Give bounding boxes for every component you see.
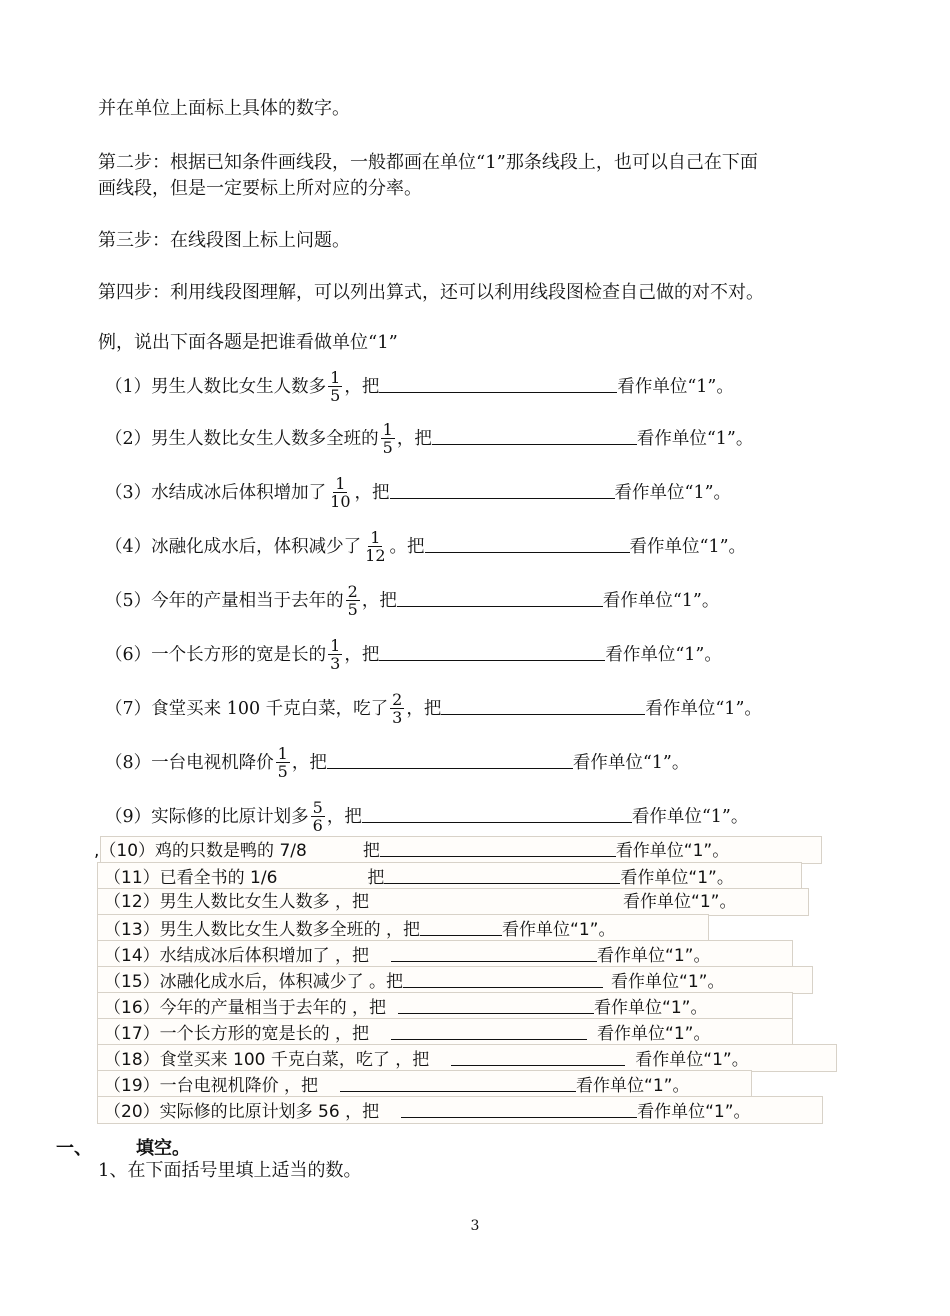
fraction: [328, 637, 342, 672]
denominator: 3: [330, 654, 341, 673]
item-label: （18）食堂买来 100 千克白菜，吃了 ，把: [104, 1050, 430, 1070]
item-label: （12）男生人数比女生人数多 ，把: [104, 892, 370, 912]
item-label: （15）冰融化成水后，体积减少了 。把: [104, 972, 404, 992]
item-label: （20）实际修的比原计划多 56 ，把: [104, 1102, 380, 1122]
numerator: 1: [370, 528, 381, 547]
item-tail: 看作单位“1”。: [602, 591, 720, 611]
boxed-item-17: [104, 1021, 710, 1045]
denominator: 10: [330, 492, 351, 511]
answer-blank[interactable]: [380, 838, 616, 857]
item-connector: ，把: [396, 429, 432, 449]
item-connector: 把: [367, 868, 385, 888]
item-tail: 看作单位“1”。: [637, 1102, 751, 1122]
example-item-7: [105, 692, 762, 727]
numerator: 2: [392, 690, 403, 709]
item-connector: ，把: [326, 807, 362, 827]
example-intro: 例，说出下面各题是把谁看做单位“1”: [98, 332, 398, 353]
item-tail: 看作单位“1”。: [605, 645, 722, 665]
numerator: 5: [312, 798, 323, 817]
section-number: 一、: [56, 1138, 92, 1159]
denominator: 3: [392, 708, 403, 727]
paragraph-step-two: 第二步：根据已知条件画线段，一般都画在单位“1”那条线段上，也可以自己在下面: [98, 152, 758, 173]
item-label: （1）男生人数比女生人数多: [105, 377, 327, 397]
paragraph-step-three: 第三步：在线段图上标上问题。: [98, 230, 350, 251]
item-connector: 。把: [389, 537, 425, 557]
item-label: （7）食堂买来 100 千克白菜，吃了: [105, 699, 389, 719]
item-prefix: ,: [94, 841, 100, 861]
answer-blank[interactable]: [397, 588, 603, 607]
item-tail: 看作单位“1”。: [597, 946, 711, 966]
fraction: [328, 475, 352, 510]
item-label: （3）水结成冰后体积增加了: [105, 483, 327, 503]
item-label: （14）水结成冰后体积增加了 ，把: [104, 946, 370, 966]
item-tail: 看作单位“1”。: [615, 841, 730, 861]
numerator: 1: [277, 744, 288, 763]
example-item-9: [105, 800, 748, 835]
boxed-item-10: [94, 838, 729, 862]
denominator: 6: [312, 816, 323, 835]
item-label: （13）男生人数比女生人数多全班的 ，把: [104, 920, 421, 940]
fraction: [390, 691, 404, 726]
example-item-1: [105, 370, 734, 405]
example-item-4: [105, 530, 746, 565]
item-tail: 看作单位“1”。: [620, 868, 734, 888]
example-item-3: [105, 476, 731, 511]
fraction: [381, 421, 395, 456]
fraction: [311, 799, 325, 834]
fraction: [363, 529, 387, 564]
answer-blank[interactable]: [391, 1021, 587, 1040]
item-tail: 看作单位“1”。: [635, 1050, 749, 1070]
answer-blank[interactable]: [384, 865, 620, 884]
denominator: 5: [347, 600, 358, 619]
answer-blank[interactable]: [401, 1099, 637, 1118]
numerator: 1: [382, 420, 393, 439]
denominator: 5: [382, 438, 393, 457]
answer-blank[interactable]: [340, 1073, 576, 1092]
answer-blank[interactable]: [327, 750, 573, 769]
answer-blank[interactable]: [362, 804, 632, 823]
numerator: 1: [330, 368, 341, 387]
item-tail: 看作单位“1”。: [623, 892, 737, 912]
item-tail: 看作单位“1”。: [617, 377, 734, 397]
item-connector: ，把: [344, 645, 380, 665]
item-connector: 把: [362, 841, 380, 861]
denominator: 12: [365, 546, 386, 565]
answer-blank[interactable]: [451, 1047, 625, 1066]
item-label: （8）一台电视机降价: [105, 753, 274, 773]
item-tail: 看作单位“1”。: [629, 537, 747, 557]
example-item-8: [105, 746, 689, 781]
boxed-item-14: [104, 943, 710, 967]
item-label: （10）鸡的只数是鸭的 7/8: [99, 841, 307, 861]
paragraph-step-one-end: 并在单位上面标上具体的数字。: [98, 98, 350, 119]
item-label: （4）冰融化成水后，体积减少了: [105, 537, 362, 557]
boxed-item-20: [104, 1099, 751, 1123]
boxed-item-15: [104, 969, 724, 993]
example-item-6: [105, 638, 722, 673]
item-tail: 看作单位“1”。: [631, 807, 749, 827]
item-label: （2）男生人数比女生人数多全班的: [105, 429, 379, 449]
answer-blank[interactable]: [379, 374, 617, 393]
item-connector: ，把: [354, 483, 390, 503]
item-label: （11）已看全书的 1/6: [104, 868, 278, 888]
item-tail: 看作单位“1”。: [611, 972, 725, 992]
denominator: 5: [277, 762, 288, 781]
answer-blank[interactable]: [403, 969, 603, 988]
answer-blank[interactable]: [391, 943, 597, 962]
answer-blank[interactable]: [420, 917, 502, 936]
item-label: （16）今年的产量相当于去年的 ，把: [104, 998, 387, 1018]
answer-blank[interactable]: [425, 534, 630, 553]
item-label: （5）今年的产量相当于去年的: [105, 591, 344, 611]
answer-blank[interactable]: [390, 480, 615, 499]
item-connector: ，把: [361, 591, 397, 611]
boxed-item-12: [104, 891, 736, 913]
boxed-item-13: [104, 917, 615, 941]
paragraph-step-two-cont: 画线段，但是一定要标上所对应的分率。: [98, 178, 422, 199]
answer-blank[interactable]: [441, 696, 645, 715]
page-number: 3: [470, 1218, 480, 1234]
item-tail: 看作单位“1”。: [502, 920, 616, 940]
boxed-item-16: [104, 995, 707, 1019]
item-tail: 看作单位“1”。: [572, 753, 690, 773]
fraction: [328, 369, 342, 404]
item-tail: 看作单位“1”。: [614, 483, 732, 503]
item-tail: 看作单位“1”。: [597, 1024, 711, 1044]
item-label: （6）一个长方形的宽是长的: [105, 645, 327, 665]
fraction: [276, 745, 290, 780]
item-connector: ，把: [406, 699, 442, 719]
question-1: 1、在下面括号里填上适当的数。: [98, 1160, 362, 1181]
item-label: （19）一台电视机降价 ，把: [104, 1076, 319, 1096]
numerator: 2: [347, 582, 358, 601]
fraction: [346, 583, 360, 618]
item-tail: 看作单位“1”。: [594, 998, 708, 1018]
boxed-item-11: [104, 865, 734, 889]
paragraph-step-four: 第四步：利用线段图理解，可以列出算式，还可以利用线段图检查自己做的对不对。: [98, 282, 764, 303]
item-label: （17）一个长方形的宽是长的 ，把: [104, 1024, 370, 1044]
item-label: （9）实际修的比原计划多: [105, 807, 309, 827]
answer-blank[interactable]: [398, 995, 594, 1014]
numerator: 1: [330, 636, 341, 655]
answer-blank[interactable]: [379, 642, 605, 661]
example-item-2: [105, 422, 753, 457]
item-tail: 看作单位“1”。: [576, 1076, 690, 1096]
example-item-5: [105, 584, 719, 619]
item-connector: ，把: [344, 377, 380, 397]
boxed-item-19: [104, 1073, 689, 1097]
answer-blank[interactable]: [432, 426, 637, 445]
section-title: 填空。: [136, 1138, 190, 1159]
item-tail: 看作单位“1”。: [645, 699, 762, 719]
numerator: 1: [335, 474, 346, 493]
item-connector: ，把: [291, 753, 327, 773]
item-tail: 看作单位“1”。: [636, 429, 754, 449]
denominator: 5: [330, 386, 341, 405]
boxed-item-18: [104, 1047, 749, 1071]
